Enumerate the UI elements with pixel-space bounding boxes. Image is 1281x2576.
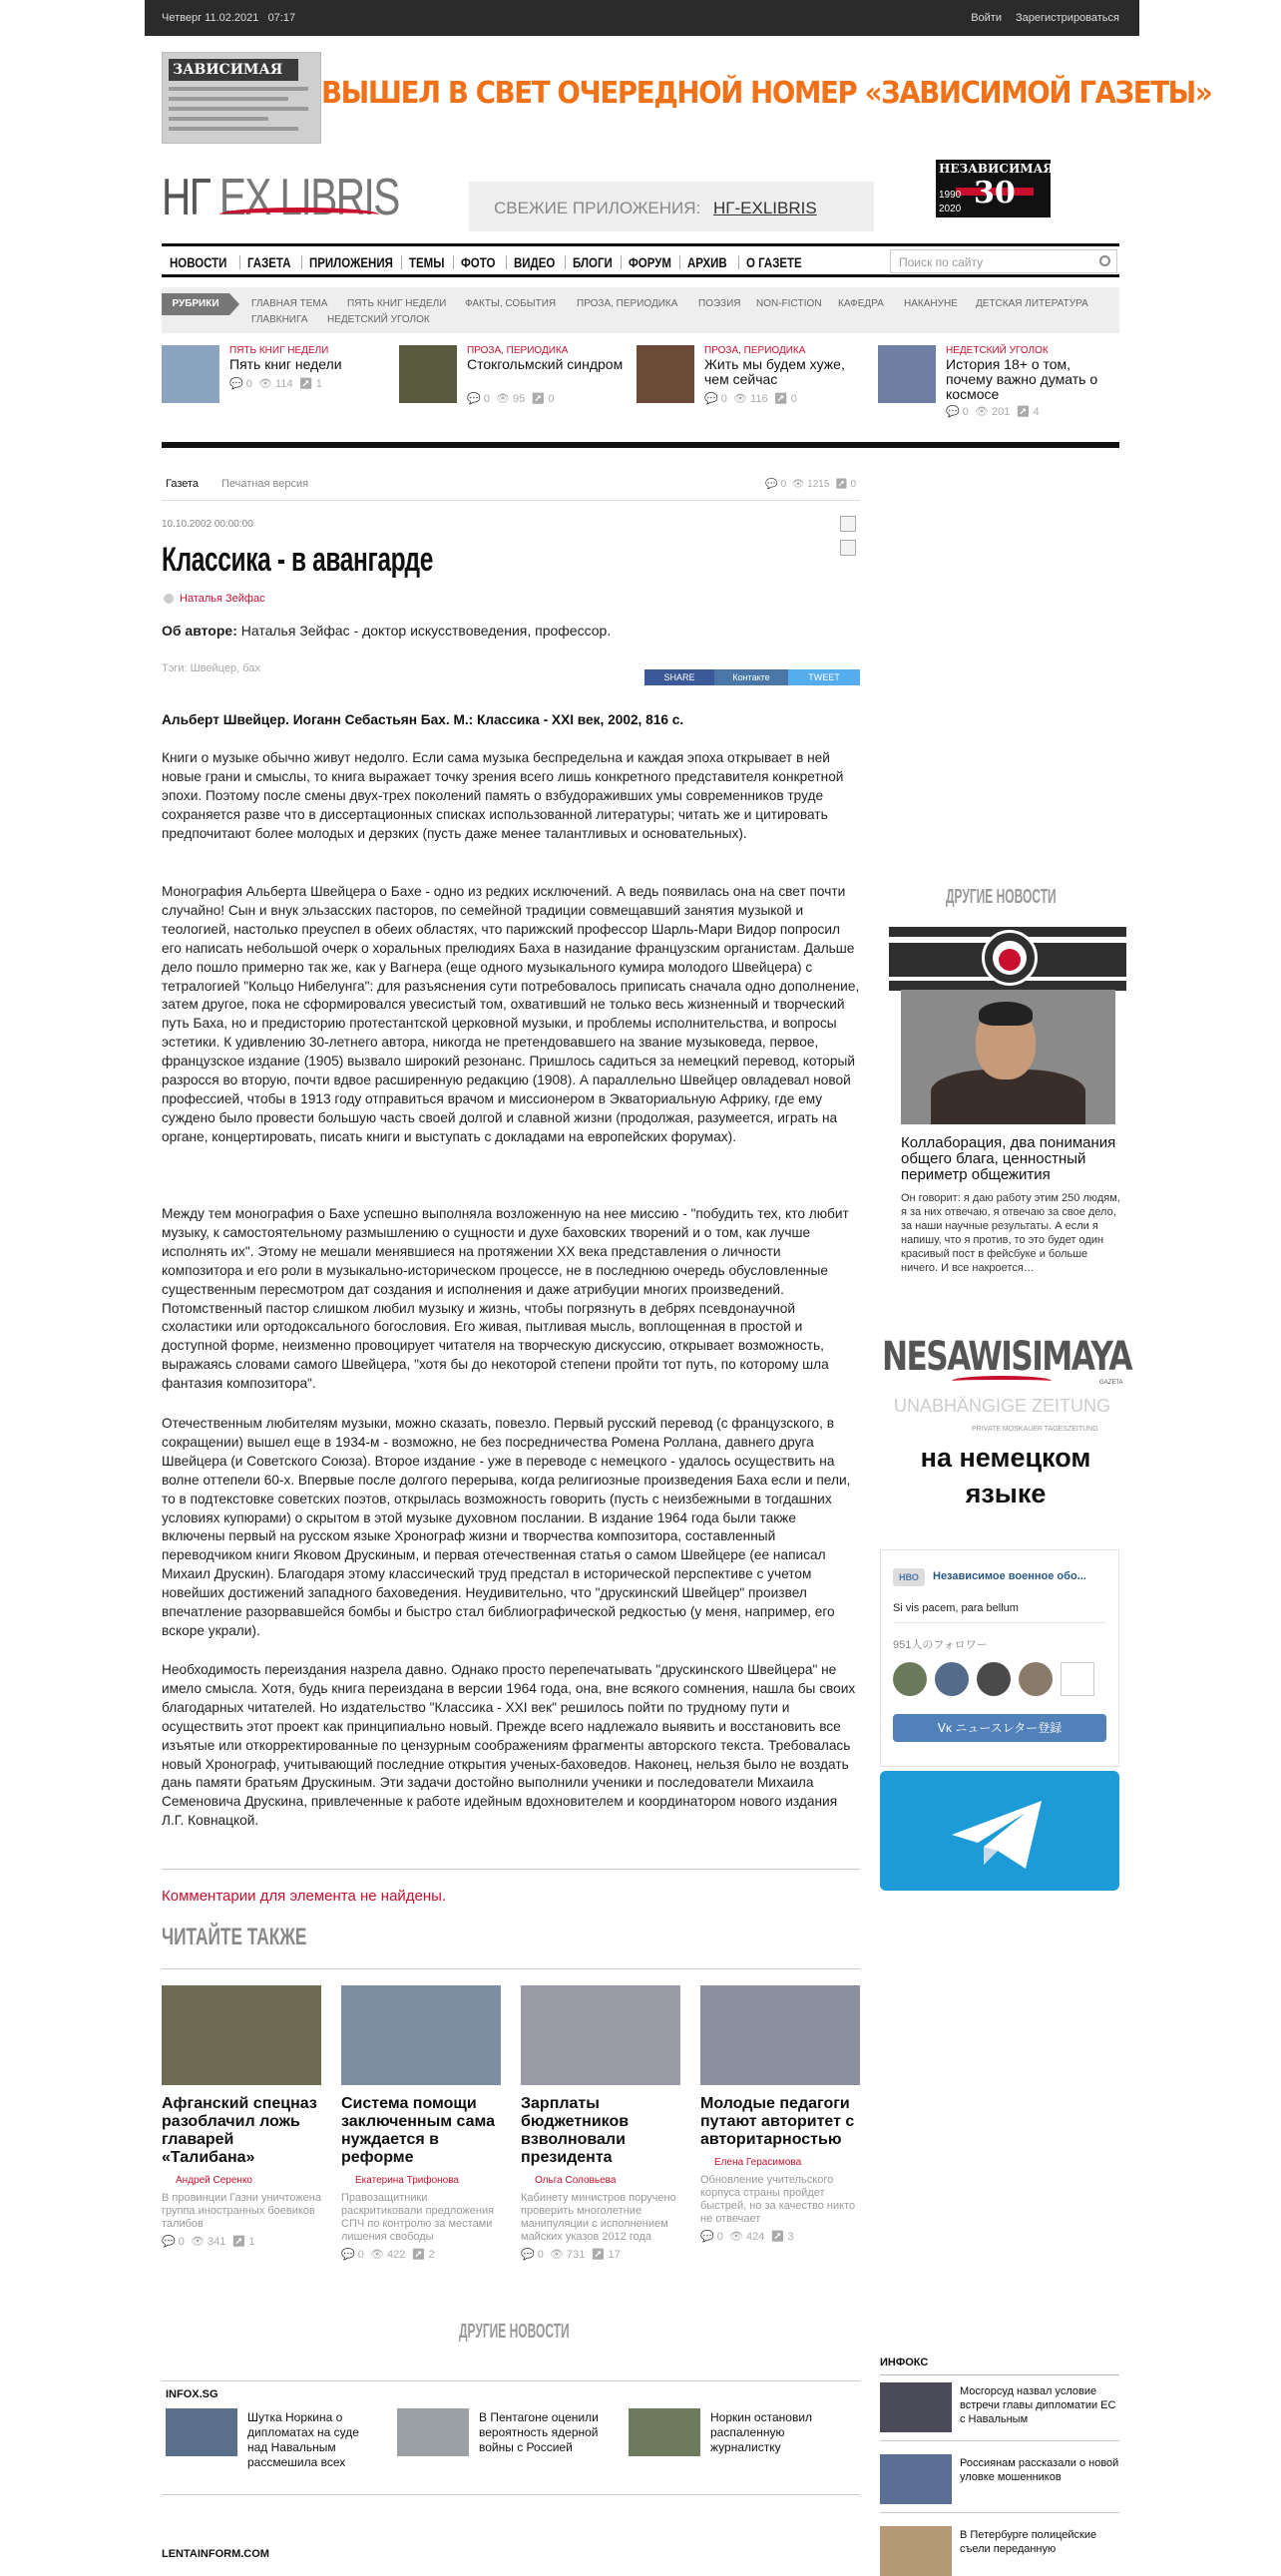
item-stats: 💬 0 👁 114 ↗ 1 bbox=[229, 378, 322, 390]
rubrics-label: РУБРИКИ bbox=[162, 293, 229, 315]
register-link[interactable]: Зарегистрироваться bbox=[1015, 12, 1119, 24]
rubric-item[interactable]: ПЯТЬ КНИГ НЕДЕЛИ bbox=[347, 298, 447, 309]
featured-item[interactable]: НЕДЕТСКИЙ УГОЛОК История 18+ о том, почему важно думать о космосе 💬 0 👁 201 ↗ 4 bbox=[878, 345, 1119, 405]
logo-swoosh bbox=[219, 208, 379, 221]
article-title: Классика - в авангарде bbox=[162, 541, 433, 579]
infox-image[interactable] bbox=[880, 2454, 952, 2504]
book-info: Альберт Швейцер. Иоганн Себастьян Бах. М.: Классика - XXI век, 2002, 816 с. bbox=[162, 712, 684, 727]
promo-news-item[interactable]: Норкин остановил распаленную журналистку bbox=[629, 2408, 848, 2468]
vk-group-logo[interactable]: НВО bbox=[893, 1568, 925, 1586]
vk-group-name[interactable]: Независимое военное обо... bbox=[933, 1570, 1086, 1582]
sidebar-story-text: Он говорит: я даю работу этим 250 людям, я за них отвечаю, я отвечаю за свое дело, за наши научные результаты. А если я напишу, что я против, то это будет один красивый пост в фейсбуке и больше ничего. И все накроется… bbox=[901, 1192, 1120, 1274]
vk-share-button[interactable]: Контакте bbox=[714, 669, 788, 685]
banner-text: ВЫШЕЛ В СВЕТ ОЧЕРЕДНОЙ НОМЕР «ЗАВИСИМОЙ ГАЗЕТЫ» bbox=[321, 76, 1212, 111]
featured-item[interactable]: ПЯТЬ КНИГ НЕДЕЛИ Пять книг недели 💬 0 👁 114 ↗ 1 bbox=[162, 345, 391, 405]
divider bbox=[162, 1869, 860, 1870]
infox-item[interactable]: В Петербурге полицейские съели переданную bbox=[880, 2526, 1119, 2576]
sidebar-story-title[interactable]: Коллаборация, два понимания общего блага, ценностный периметр общежития bbox=[901, 1134, 1116, 1183]
rubric-item[interactable]: ПРОЗА, ПЕРИОДИКА bbox=[577, 298, 678, 309]
item-stats: 💬 0 👁 422 ↗ 2 bbox=[341, 2249, 435, 2261]
comment-icon[interactable] bbox=[840, 540, 856, 556]
sidebar-heading: ДРУГИЕ НОВОСТИ bbox=[946, 886, 1057, 908]
article-paragraph: Книги о музыке обычно живут недолго. Если сама музыка беспредельна и каждая эпоха открывает в ней новые грани и смыслы, то книга выражает точку зрения всего лишь конкретного представителя конкретной эпохи. Поэтому после смены двух-трех поколений память о взбудораживших умы современников труде сохраняется разве что в диссертационных списках использованной литературы; читать же и цитировать предпочитают более молодых и дерзких (пусть даже менее талантливых и основательных). bbox=[162, 750, 844, 841]
item-stats: 💬 0 👁 424 ↗ 3 bbox=[700, 2231, 794, 2243]
divider bbox=[162, 1968, 860, 1969]
rubrics-bar bbox=[162, 287, 1119, 333]
article-paragraph: Необходимость переиздания назрела давно. Однако просто перепечатывать "друскинского Швейцера" не имело смысла. Хотя, будь книга переиздана в версии 1964 года, она, вне всякого сомнения, нашла бы своих благодарных читателей. Но издательство "Классика - XXI век" решилось пойти по трудному пути и осуществить этот проект как принципиально новый. Прежде всего надлежало выявить и восстановить все изъятые или откорректированные по цензурным соображениям фрагменты авторского текста. Требовалась новый Хронограф, учитывающий последние открытия ученых-баховедов. Наконец, нельзя было не воздать дань памяти братьям Друскиным. Эти задачи достойно выполнили ученики и последователи Михаила Семеновича Друскина, привлеченные к работе идейным вдохновителем и координатором нового издания Л.Г. Ковнацкой. bbox=[162, 1662, 856, 1829]
rubric-item[interactable]: НЕДЕТСКИЙ УГОЛОК bbox=[327, 314, 430, 325]
author-icon bbox=[164, 594, 174, 604]
infox-image[interactable] bbox=[880, 2382, 952, 2432]
featured-image[interactable] bbox=[637, 345, 694, 403]
nav-gazeta[interactable]: ГАЗЕТА bbox=[247, 254, 291, 270]
divider bbox=[162, 2380, 860, 2381]
login-link[interactable]: Войти bbox=[971, 12, 1002, 24]
nav-forum[interactable]: ФОРУМ bbox=[629, 254, 671, 270]
promo-news-image[interactable] bbox=[629, 2408, 700, 2456]
print-icon[interactable] bbox=[840, 516, 856, 532]
telegram-banner[interactable] bbox=[880, 1771, 1119, 1891]
twitter-share-button[interactable]: TWEET bbox=[788, 669, 860, 685]
read-also-heading: ЧИТАЙТЕ ТАКЖЕ bbox=[162, 1924, 307, 1950]
search-icon[interactable] bbox=[1099, 255, 1110, 266]
infox-item[interactable]: Мосгорсуд назвал условие встречи главы дипломатии ЕС с Навальным bbox=[880, 2382, 1119, 2432]
fresh-apps: СВЕЖИЕ ПРИЛОЖЕНИЯ: НГ-EXLIBRIS bbox=[469, 182, 874, 231]
facebook-share-button[interactable]: SHARE bbox=[644, 669, 714, 685]
featured-item[interactable]: ПРОЗА, ПЕРИОДИКА Жить мы будем хуже, чем сейчас 💬 0 👁 116 ↗ 0 bbox=[637, 345, 866, 405]
avatar[interactable] bbox=[893, 1662, 927, 1696]
rubric-item[interactable]: ФАКТЫ, СОБЫТИЯ bbox=[465, 298, 557, 309]
other-news-heading: ДРУГИЕ НОВОСТИ bbox=[459, 2321, 570, 2343]
related-card[interactable]: Молодые педагоги путают авторитет с авторитарностью Елена Герасимова Обновление учительского корпуса страны пройдет быстрей, но за качество никто не отвечает 💬 0 👁 424 ↗ 3 bbox=[700, 1985, 860, 2243]
promo-news-item[interactable]: В Пентагоне оценили вероятность ядерной войны с Россией bbox=[397, 2408, 617, 2468]
nav-archive[interactable]: АРХИВ bbox=[687, 254, 727, 270]
rubric-item[interactable]: НАКАНУНЕ bbox=[904, 298, 958, 309]
story-photo[interactable] bbox=[901, 990, 1115, 1124]
nav-news[interactable]: НОВОСТИ bbox=[170, 254, 227, 270]
newspaper-image: ЗАВИСИМАЯ bbox=[162, 52, 321, 144]
article-stats: 💬 0 👁 1215 ↗ 0 bbox=[765, 479, 856, 490]
author-link[interactable]: Наталья Зейфас bbox=[180, 593, 265, 605]
lentainform-label: LENTAINFORM.COM bbox=[162, 2548, 269, 2560]
related-card[interactable]: Зарплаты бюджетников взволновали президента Ольга Соловьева Кабинету министров поручено проверить многолетние манипуляции с исполнением майских указов 2012 года 💬 0 👁 731 ↗ 17 bbox=[521, 1985, 680, 2261]
featured-image[interactable] bbox=[162, 345, 219, 403]
divider bbox=[880, 2374, 1119, 2375]
rubric-item[interactable]: ДЕТСКАЯ ЛИТЕРАТУРА bbox=[976, 298, 1088, 309]
article-paragraph: Между тем монография о Бахе успешно выполняла возложенную на нее миссию - "побудить тех, кто любит музыку, к самостоятельному размышлению о сущности и духе баховских творений и о том, как лучше исполнять их". Этому не мешали менявшиеся на протяжении XX века представления о личности композитора и его роли в музыкально-историческом процессе, не в последнюю очередь обусловленные существенным пересмотром дат создания и исполнения и даже атрибуции многих произведений. Потомственный пастор слишком любил музыку и жизнь, чтобы погрязнуть в дебрях псевдонаучной схоластики или ортодоксального богословия. Его живая, пытливая мысль, воплощенная в простой и доступной форме, неизменно провоцирует читателя на творческую дискуссию, открывает возможность, выражаясь словами самого Швейцера, "хотя бы до некоторой степени пройти тот путь, по которому шла фантазия композитора". bbox=[162, 1206, 849, 1392]
divider bbox=[162, 442, 1119, 448]
nav-themes[interactable]: ТЕМЫ bbox=[409, 254, 445, 270]
nav-video[interactable]: ВИДЕО bbox=[514, 254, 556, 270]
article-paragraph: Отечественным любителям музыки, можно сказать, повезло. Первый русский перевод (с французского, в сокращении) вышел еще в 1934-м - возможно, не без посредничества Ромена Роллана, давнего друга Швейцера (и Советского Союза). Второе издание - уже в переводе с немецкого - удалось осуществить на волне оттепели 60-х. Впервые после долгого перерыва, когда религиозные произведения Баха если и пели, то в подтекстовке советских поэтов, открылась возможность говорить (пусть с неизбежными в тогдашних условиях купюрами) о скрытом в этой музыке духовном послании. В издание 1964 года были также включены первый на русском языке Хронограф жизни и творчества композитора, составленный переводчиком книги Яковом Друскиным, и первая отечественная статья о самом Швейцере (ее написал Михаил Друскин). Благодаря этому классический труд предстал в исторической перспективе с учетом новейших достижений западного баховедения. Неудивительно, что "друскинский Швейцер" произвел впечатление разорвавшейся бомбы и быстро стал библиографической редкостью (у меня, например, его вскоре украли). bbox=[162, 1416, 851, 1638]
rubric-item[interactable]: ГЛАВКНИГА bbox=[251, 314, 308, 325]
item-stats: 💬 0 👁 341 ↗ 1 bbox=[162, 2236, 255, 2248]
rubric-item[interactable]: NON-FICTION bbox=[756, 298, 822, 309]
no-comments-message: Комментарии для элемента не найдены. bbox=[162, 1888, 447, 1905]
article-date: 10.10.2002 00:00:00 bbox=[162, 519, 253, 530]
infox-image[interactable] bbox=[880, 2526, 952, 2576]
featured-item[interactable]: ПРОЗА, ПЕРИОДИКА Стокгольмский синдром 💬 0 👁 95 ↗ 0 bbox=[399, 345, 629, 405]
telegram-icon bbox=[880, 1771, 1119, 1891]
site-logo[interactable]: НГ EX LIBRIS bbox=[162, 169, 399, 226]
related-image[interactable] bbox=[700, 1985, 860, 2085]
item-stats: 💬 0 👁 116 ↗ 0 bbox=[704, 393, 797, 405]
avatar[interactable] bbox=[977, 1662, 1011, 1696]
related-card[interactable]: Афганский спецназ разоблачил ложь главарей «Талибана» Андрей Серенко В провинции Газни уничтожена группа иностранных боевиков талибов 💬 0 👁 341 ↗ 1 bbox=[162, 1985, 321, 2248]
divider bbox=[162, 2494, 860, 2495]
promo-news-item[interactable]: Шутка Норкина о дипломатах на суде над Навальным рассмешила всех bbox=[166, 2408, 385, 2468]
article-paragraph: Монография Альберта Швейцера о Бахе - одно из редких исключений. А ведь появилась она на свет почти случайно! Сын и внук эльзасских пасторов, по семейной традиции совмещавший занятия музыкой и теологией, настолько преуспел в обеих областях, что парижский профессор Шарль-Мари Видор попросил его написать небольшой очерк о хоральных прелюдиях Баха в назидание французским органистам. Дальше дело пошло примерно так же, как у Вагнера (еще одного музыкального кумира молодого Швейцера) с тетралогией "Кольцо Нибелунга": для разъяснения сути потребовалось приписать сначала одно дополнение, затем другое, пока не сформировался увесистый том, охвативший не только весь жизненный и творческий путь Баха, но и предисторию протестантской церковной музыки, и проблемы исполнительства, и вопросы эстетики. К удивлению 30-летнего автора, никогда не претендовавшего на звание музыковеда, первое, французское издание (1905) вызвало широкий резонанс. Пришлось садиться за немецкий перевод, который разросся во вторую, почти вдвое расширенную редакцию (1908). А параллельно Швейцер овладевал новой профессией, чтобы в 1913 году отправиться врачом и миссионером в Экваториальную Африку, где ему суждено было провести большую часть своей долгой и славной жизни (продолжая, разумеется, играть на органе, концертировать, писать книги и выступать с докладами на европейских форумах). bbox=[162, 884, 860, 1144]
item-stats: 💬 0 👁 201 ↗ 4 bbox=[946, 406, 1040, 418]
print-version-link[interactable]: Печатная версия bbox=[221, 478, 309, 490]
nav-blogs[interactable]: БЛОГИ bbox=[573, 254, 613, 270]
avatar[interactable] bbox=[1061, 1662, 1094, 1696]
vk-followers: 951人のフォロワー bbox=[893, 1639, 988, 1651]
nesawisimaya-banner[interactable]: NESAWISIMAYA GAZETA UNABHÄNGIGE ZEITUNG PRIVATE MOSKAUER TAGESZEITUNG на немецком языке bbox=[882, 1334, 1131, 1508]
apps-link[interactable]: НГ-EXLIBRIS bbox=[713, 199, 817, 217]
echo-moscow-logo[interactable] bbox=[889, 927, 1126, 991]
infosg-label: INFOX.SG bbox=[166, 2388, 218, 2400]
item-stats: 💬 0 👁 731 ↗ 17 bbox=[521, 2249, 621, 2261]
avatar[interactable] bbox=[1019, 1662, 1053, 1696]
search-input[interactable]: Поиск по сайту bbox=[890, 249, 1117, 273]
featured-image[interactable] bbox=[878, 345, 936, 403]
rubric-item[interactable]: КАФЕДРА bbox=[838, 298, 884, 309]
infox-label: ИНФОКС bbox=[880, 2357, 929, 2368]
related-image[interactable] bbox=[521, 1985, 680, 2085]
promo-banner[interactable] bbox=[162, 52, 1212, 144]
top-bar bbox=[145, 0, 1139, 36]
vk-group-motto: Si vis pacem, para bellum bbox=[893, 1602, 1019, 1614]
featured-image[interactable] bbox=[399, 345, 457, 403]
top-date: Четверг 11.02.2021 07:17 bbox=[162, 12, 296, 24]
promo-news-image[interactable] bbox=[397, 2408, 469, 2456]
vk-subscribe-button[interactable]: ᐯᴋ ニュースレター登録 bbox=[893, 1714, 1106, 1742]
rubric-item[interactable]: ГЛАВНАЯ ТЕМА bbox=[251, 298, 328, 309]
nav-apps[interactable]: ПРИЛОЖЕНИЯ bbox=[309, 254, 393, 270]
item-stats: 💬 0 👁 95 ↗ 0 bbox=[467, 393, 555, 405]
about-author: Об авторе: Наталья Зейфас - доктор искусствоведения, профессор. bbox=[162, 623, 612, 639]
avatar[interactable] bbox=[935, 1662, 969, 1696]
rubric-item[interactable]: ПОЭЗИЯ bbox=[698, 298, 741, 309]
promo-news-image[interactable] bbox=[166, 2408, 237, 2456]
vk-widget bbox=[880, 1549, 1119, 1767]
related-image[interactable] bbox=[162, 1985, 321, 2085]
ng30-logo[interactable]: НЕЗАВИСИМАЯ 30 1990 2020 bbox=[936, 160, 1051, 217]
article-tags[interactable]: Тэги: Швейцер, бах bbox=[162, 662, 260, 674]
related-card[interactable]: Система помощи заключенным сама нуждается в реформе Екатерина Трифонова Правозащитники раскритиковали предложения СПЧ по контролю за местами лишения свободы 💬 0 👁 422 ↗ 2 bbox=[341, 1985, 501, 2261]
vk-icon: ᐯᴋ bbox=[937, 1721, 952, 1735]
nav-about[interactable]: О ГАЗЕТЕ bbox=[746, 254, 802, 270]
nav-photo[interactable]: ФОТО bbox=[461, 254, 496, 270]
section-link[interactable]: Газета bbox=[166, 478, 200, 490]
infox-item[interactable]: Россиянам рассказали о новой уловке мошенников bbox=[880, 2454, 1119, 2504]
related-image[interactable] bbox=[341, 1985, 501, 2085]
article-toolbar bbox=[162, 471, 860, 501]
